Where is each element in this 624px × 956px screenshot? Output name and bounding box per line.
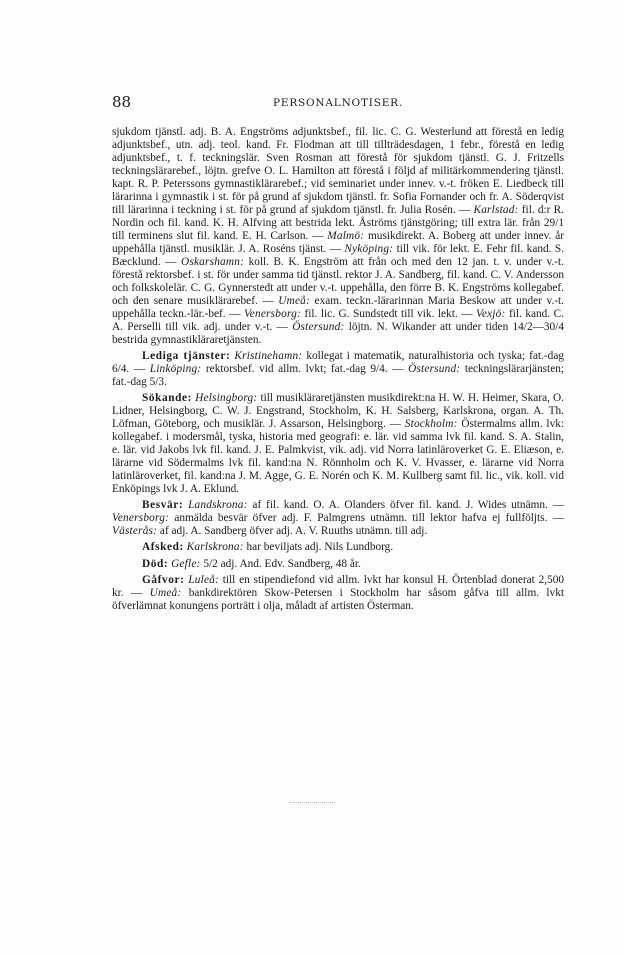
- section-besvar: [112, 499, 564, 538]
- section-heading: Sökande:: [142, 392, 193, 405]
- place-name: Malmö:: [327, 230, 365, 243]
- text-run: bankdirektören Skow-Petersen i Stockholm har såsom gåfva till allm. lvkt öfverlämnat konungens porträtt i olja, måladt af artisten Österman.: [112, 586, 564, 612]
- place-name: Stockholm:: [404, 418, 458, 431]
- place-name: Västerås:: [112, 525, 158, 538]
- place-name: Gefle:: [171, 557, 201, 570]
- text-run: till musikläraretjänsten musikdirekt:na H. W. H. Heimer, Skara, O. Lidner, Helsingborg, C. W. J. Engstrand, Stockholm, K. H. Salsberg, Karlskrona, organ. A. Th. Löfman, Göteborg, och musiklär. J. Assarson, Helsingborg. —: [112, 392, 564, 431]
- section-heading: Afsked:: [142, 541, 184, 554]
- text-run: till en stipendiefond vid allm. lvkt har konsul H. Örtenblad donerat 2,500 kr. —: [112, 573, 565, 599]
- place-name: Helsingborg:: [195, 392, 258, 405]
- text-run: fil. d:r R. Nordin och fil. kand. K. H. Alfving att bestrida lekt. Åströms tjänstgöring; till extra lär. från 29/1 till terminens slut fil. kand. E. H. Carlson. —: [112, 204, 564, 243]
- place-name: Oskarshamn:: [181, 256, 245, 269]
- place-name: Venersborg:: [243, 308, 301, 321]
- place-name: Umeå:: [149, 586, 182, 599]
- text-run: 5/2 adj. And. Edv. Sandberg, 48 år.: [200, 557, 361, 570]
- place-name: Karlskrona:: [186, 541, 244, 554]
- text-run: koll. B. K. Engström att från och med den 12 jan. t. v. under v.-t. förestå rektorsbef. i st. för under samma tid tjänstl. rektor J. A. Sandberg, fil. kand. C. V. Andersson och folkskolelär. C. G. Gynnerstedt att under v.-t. uppehålla, den förre B. K. Engströms kollegabef. och den senare musiklärarebef. —: [112, 256, 564, 308]
- text-run: exam. teckn.-lärarinnan Maria Beskow att under v.-t. uppehålla teckn.-lär.-bef. —: [112, 295, 564, 321]
- section-gafvor: [112, 574, 564, 613]
- text-run: till vik. för lekt. E. Fehr fil. kand. S. Bæcklund. —: [112, 243, 565, 269]
- place-name: Kristinehamn:: [234, 350, 303, 363]
- text-run: af adj. A. Sandberg öfver adj. A. V. Ruuths utnämn. till adj.: [157, 525, 428, 538]
- place-name: Luleå:: [188, 573, 219, 586]
- text-run: af fil. kand. O. A. Olanders öfver fil. kand. J. Wides utnämn. —: [247, 499, 564, 512]
- text-run: teckningslärarjänsten; fat.-dag 5/3.: [112, 363, 564, 389]
- section-afsked: [112, 541, 564, 554]
- section-heading: Lediga tjänster:: [142, 350, 231, 363]
- page-number: 88: [112, 93, 132, 111]
- place-name: Umeå:: [278, 295, 310, 308]
- text-run: fil. kand. C. A. Perselli till vik. adj. under v.-t. —: [112, 308, 564, 334]
- section-dod: [112, 558, 564, 571]
- place-name: Vexjö:: [476, 308, 506, 321]
- text-run: Östermalms allm. lvk: kollegabef. i modersmål, tyska, historia med geografi: e. lär. vid samma lvk fil. kand. S. A. Stalin, e. lär. vid Jakobs lvk fil. kand. J. E. Palmkvist, vik. adj. vid Norra latinläroverket G. E. Eliæson, e. lärarne vid Södermalms lvk fil. kand:na N. Rönnholm och K. V. Hvasser, e. lärarne vid Norra latinläroverket, fil. kand:na J. M. Agge, G. E. Norén och K. M. Kullberg samt fil. lic., vik. koll. vid Enköpings lvk J. A. Eklund.: [112, 418, 564, 496]
- intro-paragraph: [112, 126, 564, 347]
- section-heading: Död:: [142, 557, 169, 570]
- place-name: Landskrona:: [188, 499, 248, 512]
- text-run: sjukdom tjänstl. adj. B. A. Engströms adjunktsbef., fil. lic. C. G. Westerlund att förestå en ledig adjunktsbef., utn. adj. teol. kand. Fr. Flodman att till tillträdesdagen, 1 febr., förestå en ledig adjunktsbef., t. f. teckningslär. Sven Rosman att förestå för sjukdom tjänstl. G. J. Fritzells teckningslärarebef., löjtn. grefve O. L. Hamilton att förestå i följd af militärkommendering tjänstl. kapt. R. P. Peterssons gymnastiklärarebef.; vid seminariet under innev. v.-t. fröken E. Liedbeck till lärarinna i gymnastik i st. för på grund af sjukdom tjänstl. fr. Sofia Fornander och fr. A. Söderqvist till lärarinna i teckning i st. för på grund af sjukdom tjänstl. fr. Julia Rosén. —: [112, 126, 564, 217]
- text-run: löjtn. N. Wikander att under tiden 14/2—30/4 bestrida gymnastikläraretjänsten.: [112, 321, 564, 347]
- section-lediga-tjanster: [112, 350, 564, 389]
- place-name: Östersund:: [292, 321, 345, 334]
- text-run: kollegat i matematik, naturalhistoria och tyska; fat.-dag 6/4. —: [112, 350, 564, 376]
- text-run: fil. lic. G. Sundstedt till vik. lekt. —: [300, 308, 476, 321]
- text-run: anmälda besvär öfver adj. F. Palmgrens utnämn. till lektor hafva ej fullföljts. —: [169, 512, 564, 525]
- place-name: Linköping:: [149, 363, 202, 376]
- section-heading: Gåfvor:: [142, 573, 185, 586]
- notices-body: [112, 126, 564, 613]
- place-name: Venersborg:: [112, 512, 170, 525]
- place-name: Karlstad:: [473, 204, 519, 217]
- running-title: PERSONALNOTISER.: [272, 97, 404, 109]
- section-sokande: [112, 392, 564, 496]
- section-heading: Besvär:: [142, 499, 184, 512]
- text-run: rektorsbef. vid allm. lvkt; fat.-dag 9/4. —: [201, 363, 409, 376]
- page-header: [112, 93, 564, 112]
- text-run: musikdirekt. A. Boberg att under innev. år uppehålla tjänstl. musiklär. J. A. Roséns tjänst. —: [112, 230, 564, 256]
- text-run: har beviljats adj. Nils Lundborg.: [243, 541, 394, 554]
- place-name: Östersund:: [408, 363, 461, 376]
- closing-rule: [289, 802, 335, 805]
- place-name: Nyköping:: [344, 243, 394, 256]
